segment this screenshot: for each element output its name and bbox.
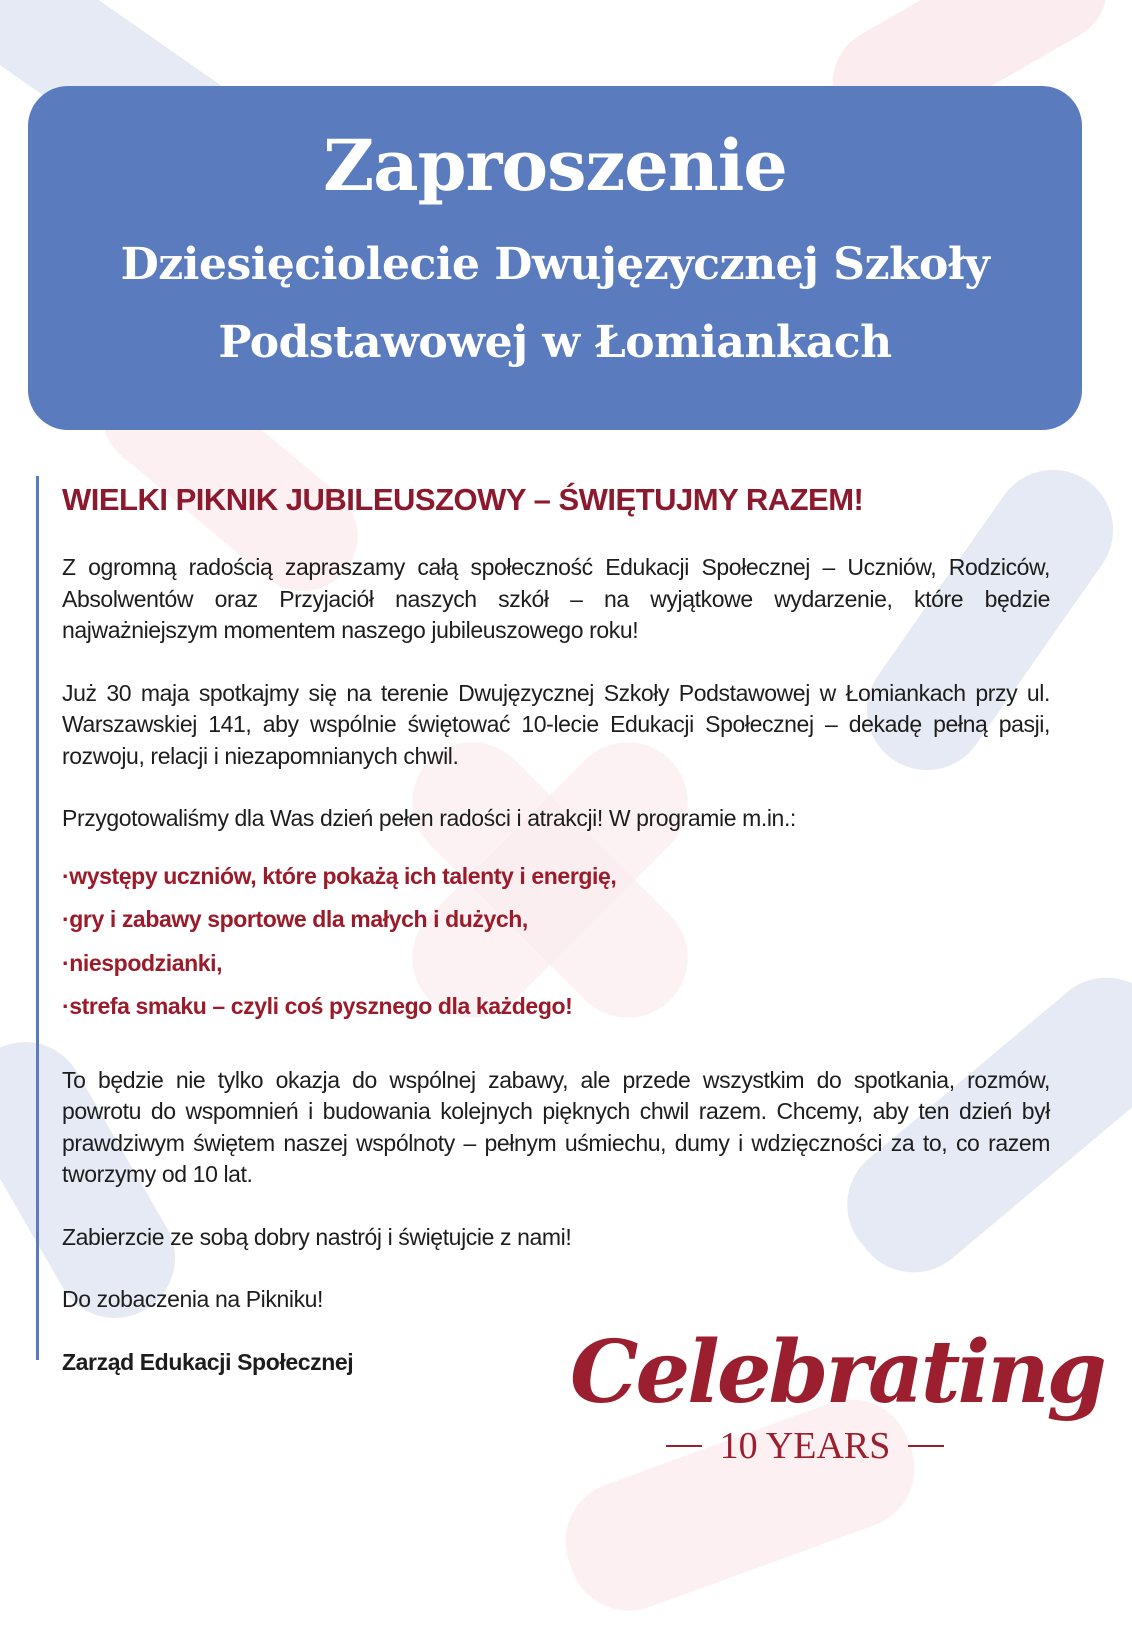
- dash-decoration: [908, 1445, 944, 1447]
- subtitle-line: Podstawowej w Łomiankach: [218, 317, 892, 368]
- dash-decoration: [666, 1445, 702, 1447]
- paragraph: To będzie nie tylko okazja do wspólnej zabawy, ale przede wszystkim do spotkania, rozmów, powrotu do wspomnień i budowania kolejnych pięknych chwil razem. Chcemy, aby ten dzień był prawdziwym świętem naszej wspólnoty – pełnym uśmiechu, dumy i wdzięczności za to, co razem tworzymy od 10 lat.: [62, 1066, 1050, 1187]
- page-title: Zaproszenie: [323, 124, 787, 207]
- subtitle-line: Dziesięciolecie Dwujęzycznej Szkoły: [120, 239, 990, 290]
- subtitle: [28, 226, 1082, 382]
- list-item: ·gry i zabawy sportowe dla małych i dużych,: [62, 906, 528, 932]
- logo-years: [570, 1424, 1040, 1468]
- logo-script-text: Celebrating: [570, 1322, 1104, 1423]
- list-item: ·niespodzianki,: [62, 949, 223, 976]
- paragraph: Przygotowaliśmy dla Was dzień pełen radości i atrakcji! W programie m.in.:: [62, 805, 796, 831]
- section-heading: WIELKI PIKNIK JUBILEUSZOWY – ŚWIĘTUJMY RAZEM!: [62, 482, 864, 517]
- paragraph: Zabierzcie ze sobą dobry nastrój i świętujcie z nami!: [62, 1223, 572, 1250]
- divider-line: [36, 476, 39, 1360]
- invitation-header: [28, 86, 1082, 430]
- paragraph: Do zobaczenia na Pikniku!: [62, 1286, 324, 1312]
- celebrating-logo: [570, 1318, 1104, 1498]
- list-item: ·strefa smaku – czyli coś pysznego dla każdego!: [62, 993, 573, 1019]
- years-text: 10 YEARS: [719, 1425, 891, 1467]
- invitation-body: [62, 480, 1050, 1378]
- signature: Zarząd Edukacji Społecznej: [62, 1348, 354, 1375]
- list-item: ·występy uczniów, które pokażą ich talenty i energię,: [62, 862, 617, 889]
- paragraph: Z ogromną radością zapraszamy całą społeczność Edukacji Społecznej – Uczniów, Rodziców, Absolwentów oraz Przyjaciół naszych szkół – na wyjątkowe wydarzenie, które będzie najważniejszym momentem naszego jubileuszowego roku!: [62, 554, 1050, 643]
- program-list: [62, 855, 1050, 1029]
- paragraph: Już 30 maja spotkajmy się na terenie Dwujęzycznej Szkoły Podstawowej w Łomiankach przy ul. Warszawskiej 141, aby wspólnie świętować 10-lecie Edukacji Społecznej – dekadę pełną pasji, rozwoju, relacji i niezapomnianych chwil.: [62, 679, 1050, 769]
